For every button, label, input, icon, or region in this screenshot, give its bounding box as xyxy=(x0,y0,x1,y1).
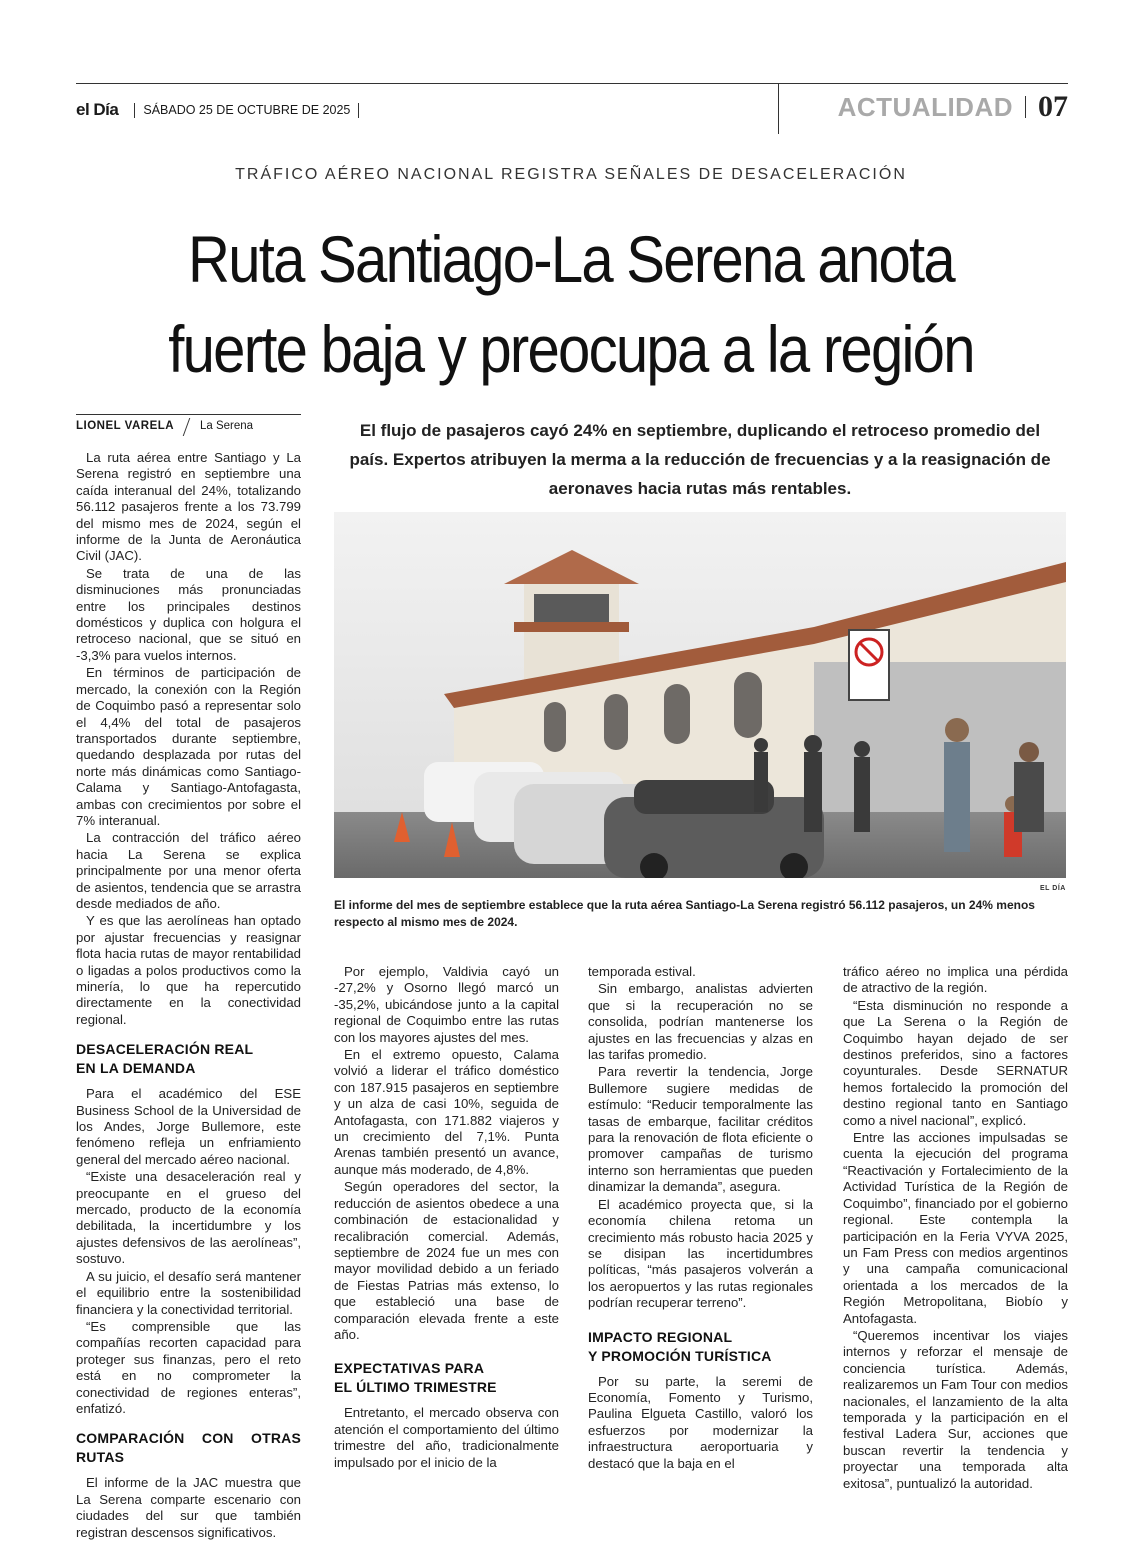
subheading xyxy=(76,1040,301,1078)
paragraph: La ruta aérea entre Santiago y La Serena registró en septiembre una caída interanual del 24%, totalizando 56.112 pasajeros frente a los 73.799 del mismo mes de 2024, según el informe de la Junta de Aeronáutica Civil (JAC). xyxy=(76,450,301,564)
photo-caption: El informe del mes de septiembre establece que la ruta aérea Santiago-La Serena registró 56.112 pasajeros, un 24% menos respecto al mismo mes de 2024. xyxy=(334,898,1035,929)
article-column-1 xyxy=(76,450,301,1542)
paragraph: Para revertir la tendencia, Jorge Bullemore sugiere medidas de estímulo: “Reducir temporalmente las tasas de embarque, facilitar créditos para la renovación de flota eficiente o promover campañas de turismo interno son herramientas que pueden dinamizar la demanda”, asegura. xyxy=(588,1064,813,1195)
header-vertical-rule xyxy=(778,84,779,134)
paragraph: El informe de la JAC muestra que La Serena comparte escenario con ciudades del sur que también registran descensos significativos. xyxy=(76,1475,301,1540)
paragraph: tráfico aéreo no implica una pérdida de atractivo de la región. xyxy=(843,964,1068,996)
airport-terminal-illustration xyxy=(334,512,1066,878)
paragraph: Se trata de una de las disminuciones más pronunciadas entre los principales destinos domésticos y duplica con holgura el retroceso nacional, que se situó en -3,3% para vuelos internos. xyxy=(76,565,301,663)
headline-line-2: fuerte baja y preocupa a la región xyxy=(168,312,974,386)
article-column-2 xyxy=(334,964,559,1472)
paragraph: Según operadores del sector, la reducción de asientos obedece a una combinación de estacionalidad y recalibración comercial. Además, septiembre de 2024 fue un mes con mayor movilidad debido a un feriado de Fiestas Patrias más extenso, lo que estableció una base de comparación elevada frente a este año. xyxy=(334,1179,559,1342)
subheading xyxy=(334,1359,559,1397)
kicker: TRÁFICO AÉREO NACIONAL REGISTRA SEÑALES DE DESACELERACIÓN xyxy=(235,166,907,183)
article-column-3 xyxy=(588,964,813,1473)
headline xyxy=(104,214,1039,394)
paragraph: Por su parte, la seremi de Economía, Fomento y Turismo, Paulina Elgueta Castillo, valoró los esfuerzos por modernizar la infraestructura aeroportuaria y destacó que la baja en el xyxy=(588,1373,813,1471)
byline-slash xyxy=(183,418,191,436)
paragraph: Por ejemplo, Valdivia cayó un -27,2% y Osorno llegó marcó un -35,2%, ubicándose junto a la capital regional de Coquimbo entre las rutas con los mayores ajustes del mes. xyxy=(334,964,559,1045)
subheading-line: EL ÚLTIMO TRIMESTRE xyxy=(334,1379,497,1396)
header-divider xyxy=(1025,96,1026,118)
paragraph: A su juicio, el desafío será mantener el equilibrio entre la sostenibilidad financiera y la conectividad territorial. xyxy=(76,1268,301,1317)
paragraph: “Esta disminución no responde a que La Serena o la Región de Coquimbo hayan dejado de ser destinos preferidos, sino a factores coyunturales. Desde SERNATUR hemos fortalecido la promoción del destino regional tanto en Santiago como a nivel nacional”, explicó. xyxy=(843,997,1068,1128)
paragraph: “Queremos incentivar los viajes internos y reforzar el mensaje de conciencia turística. Además, realizaremos un Fam Tour con medios nacionales, el lanzamiento de la alta temporada y la participación en el festival Ladera Sur, acciones que buscan revertir la tendencia y proyectar una temporada alta exitosa”, puntualizó la autoridad. xyxy=(843,1327,1068,1491)
byline xyxy=(76,414,301,435)
paragraph: En el extremo opuesto, Calama volvió a liderar el tráfico doméstico con 187.915 pasajeros en septiembre y un alza de casi 10%, seguida de Antofagasta, con 171.882 viajeros y un crecimiento del 7,1%. Punta Arenas también presentó un avance, aunque más moderado, de 4,8%. xyxy=(334,1047,559,1177)
subheading-line: DESACELERACIÓN REAL xyxy=(76,1041,254,1058)
paragraph: Entre las acciones impulsadas se cuenta la ejecución del programa “Reactivación y Fortalecimiento de la Actividad Turística de la Región de Coquimbo”, financiado por el gobierno regional. Este contempla la participación en la Feria VYVA 2025, un Fam Press con medios argentinos y una campaña comunicacional orientada a los mercados de la Región Metropolitana, Biobío y Antofagasta. xyxy=(843,1130,1068,1326)
paragraph: El académico proyecta que, si la economía chilena retoma un crecimiento más robusto hacia 2025 y se disipan las incertidumbres políticas, “más pasajeros volverán a los aeropuertos y las rutas regionales podrían recuperar terreno”. xyxy=(588,1196,813,1311)
paragraph: temporada estival. xyxy=(588,964,696,979)
airport-photo xyxy=(334,512,1066,878)
paragraph: En términos de participación de mercado, la conexión con la Región de Coquimbo pasó a representar solo el 4,4% del total de pasajeros transportados durante septiembre, quedando desplazada por rutas del norte más dinámicas como Santiago-Calama y Santiago-Antofagasta, ambas con crecimientos por sobre el 7% interanual. xyxy=(76,665,301,828)
paragraph: “Existe una desaceleración real y preocupante en el grueso del mercado, producto de la economía debilitada, la incertidumbre y los ajustes defensivos de las aerolíneas”, sostuvo. xyxy=(76,1169,301,1267)
paragraph: La contracción del tráfico aéreo hacia La Serena se explica principalmente por una menor oferta de asientos, tendencia que se arrastra desde mediados de año. xyxy=(76,830,301,911)
page-header xyxy=(76,83,1068,134)
header-divider xyxy=(358,103,359,118)
issue-date: SÁBADO 25 DE OCTUBRE DE 2025 xyxy=(143,103,351,117)
subheading-line: IMPACTO REGIONAL xyxy=(588,1328,733,1345)
paragraph: “Es comprensible que las compañías recorten capacidad para proteger sus finanzas, pero el reto está en no comprometer la conectividad de regiones enteras”, enfatizó. xyxy=(76,1318,301,1416)
paragraph: Entretanto, el mercado observa con atención el comportamiento del último trimestre del año, tradicionalmente impulsado por el inicio de la xyxy=(334,1405,559,1470)
paragraph: Para el académico del ESE Business School de la Universidad de los Andes, Jorge Bullemore, este fenómeno refleja un enfriamiento general del mercado aéreo nacional. xyxy=(76,1086,301,1167)
page-number: 07 xyxy=(1038,90,1068,123)
subheading-line: Y PROMOCIÓN TURÍSTICA xyxy=(588,1347,772,1364)
subheading-line: EN LA DEMANDA xyxy=(76,1060,196,1077)
section-name: ACTUALIDAD xyxy=(837,91,1013,122)
subheading-line: EXPECTATIVAS PARA xyxy=(334,1360,485,1377)
paragraph: Sin embargo, analistas advierten que si la recuperación no se consolida, podrían mantenerse los ajustes en las frecuencias y alzas en las tarifas promedio. xyxy=(588,981,813,1063)
newspaper-logo: el Día xyxy=(76,100,119,119)
headline-line-1: Ruta Santiago-La Serena anota xyxy=(188,222,954,296)
dateline-place: La Serena xyxy=(200,420,254,432)
subheading xyxy=(588,1328,813,1366)
header-left xyxy=(76,100,367,120)
article-lead: El flujo de pasajeros cayó 24% en septiembre, duplicando el retroceso promedio del país. Expertos atribuyen la merma a la reducción de frecuencias y a la reasignación de aeronaves hacia rutas más rentables. xyxy=(349,421,1051,498)
photo-credit: EL DÍA xyxy=(1040,885,1066,892)
paragraph: Y es que las aerolíneas han optado por ajustar frecuencias y reasignar flota hacia rutas de mayor rentabilidad o ligadas a polos productivos como la minería, lo que ha repercutido directamente en la conectividad regional. xyxy=(76,913,301,1027)
article-column-4 xyxy=(843,964,1068,1493)
header-divider xyxy=(134,103,135,118)
subheading: COMPARACIÓN CON OTRAS RUTAS xyxy=(76,1430,301,1466)
author-name: LIONEL VARELA xyxy=(76,420,175,432)
header-right xyxy=(838,90,1068,124)
